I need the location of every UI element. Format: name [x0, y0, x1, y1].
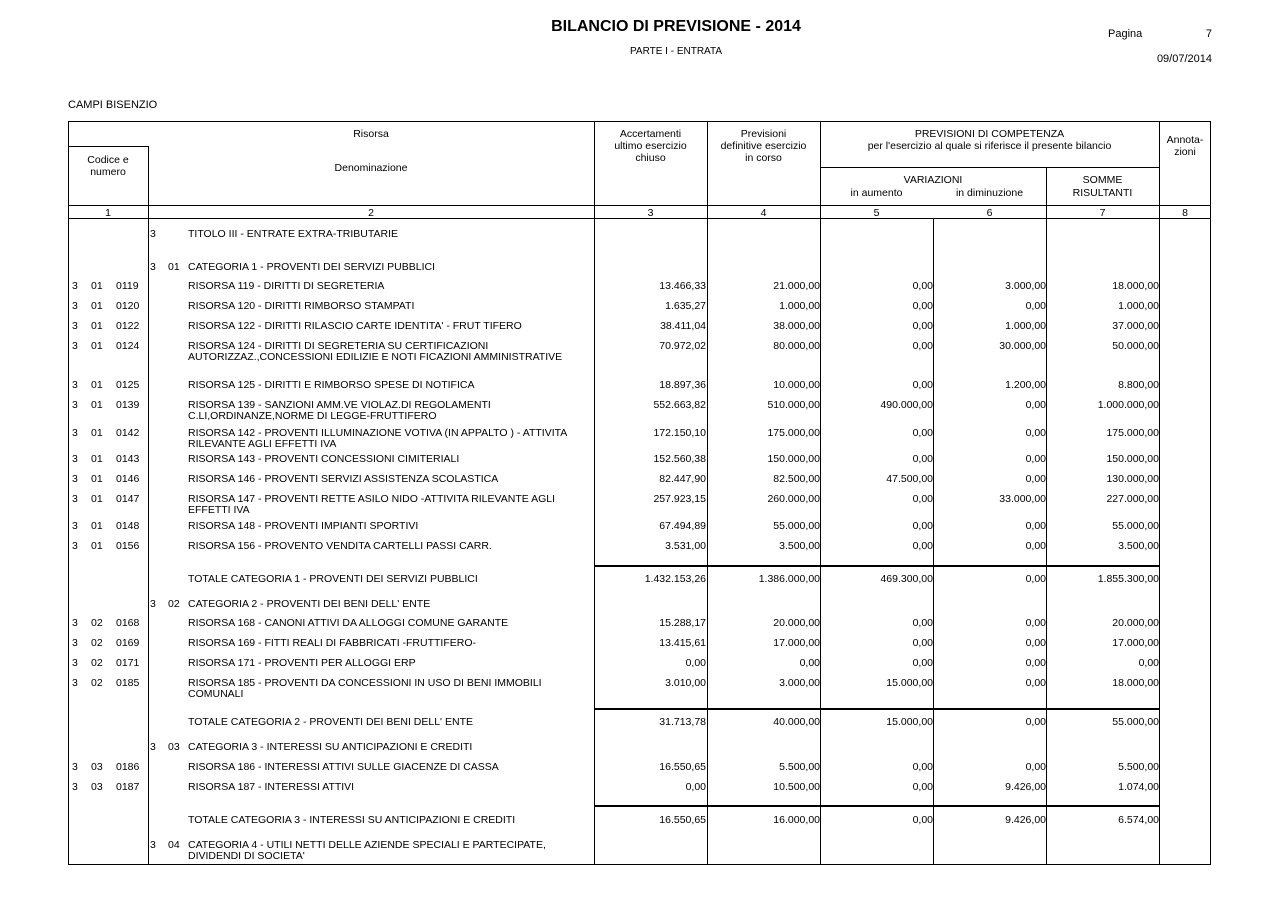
aumento-value: 0,00	[912, 379, 933, 391]
header-codice-line1: Codice e	[87, 154, 129, 166]
titolo-code: 3	[72, 379, 78, 391]
risorsa-code: 0187	[116, 781, 140, 793]
col-divider	[148, 146, 149, 865]
somme-value: 50.000,00	[1112, 340, 1159, 352]
aumento-value: 0,00	[912, 320, 933, 332]
somme-value: 1.000.000,00	[1097, 399, 1159, 411]
previsioni-value: 17.000,00	[773, 637, 820, 649]
accertamenti-value: 3.010,00	[665, 677, 706, 689]
header-codice-line2: numero	[90, 166, 126, 178]
diminuzione-value: 0,00	[1025, 716, 1046, 728]
total-rule	[594, 708, 1159, 710]
previsioni-value: 3.500,00	[779, 540, 820, 552]
diminuzione-value: 0,00	[1025, 540, 1046, 552]
diminuzione-value: 0,00	[1025, 453, 1046, 465]
header-risorsa: Risorsa	[353, 128, 389, 140]
document-date: 09/07/2014	[1156, 53, 1212, 65]
row-description: RISORSA 186 - INTERESSI ATTIVI SULLE GIACENZE DI CASSA	[188, 761, 499, 773]
accertamenti-value: 18.897,36	[659, 379, 706, 391]
aumento-value: 490.000,00	[880, 399, 933, 411]
column-number: 8	[1182, 207, 1188, 219]
column-number: 5	[873, 207, 880, 219]
diminuzione-value: 0,00	[1025, 637, 1046, 649]
titolo-code: 3	[72, 677, 78, 689]
previsioni-value: 80.000,00	[773, 340, 820, 352]
accertamenti-value: 67.494,89	[659, 520, 706, 532]
category-code: 01	[91, 427, 103, 439]
somme-value: 5.500,00	[1118, 761, 1159, 773]
previsioni-value: 150.000,00	[767, 453, 820, 465]
titolo-code: 3	[72, 300, 78, 312]
header-annotazioni-line2: zioni	[1174, 146, 1196, 158]
diminuzione-value: 0,00	[1025, 657, 1046, 669]
row-description: RISORSA 125 - DIRITTI E RIMBORSO SPESE DI NOTIFICA	[188, 379, 475, 391]
aumento-value: 0,00	[912, 340, 933, 352]
col-divider	[1159, 121, 1160, 865]
category-code: 01	[168, 261, 180, 273]
header-accertamenti-line2: ultimo esercizio	[614, 140, 687, 152]
titolo-code: 3	[72, 453, 78, 465]
row-description: CATEGORIA 2 - PROVENTI DEI BENI DELL' ENTE	[188, 598, 431, 610]
diminuzione-value: 0,00	[1025, 473, 1046, 485]
category-code: 02	[91, 657, 103, 669]
titolo-code: 3	[72, 520, 78, 532]
diminuzione-value: 0,00	[1025, 617, 1046, 629]
aumento-value: 0,00	[912, 493, 933, 505]
accertamenti-value: 172.150,10	[653, 427, 706, 439]
aumento-value: 0,00	[912, 814, 933, 826]
risorsa-code: 0142	[116, 427, 140, 439]
category-code: 03	[91, 781, 103, 793]
previsioni-value: 55.000,00	[773, 520, 820, 532]
row-divider	[68, 205, 1211, 206]
category-code: 01	[91, 473, 103, 485]
header-accertamenti-line3: chiuso	[635, 152, 666, 164]
titolo-code: 3	[72, 427, 78, 439]
somme-value: 8.800,00	[1118, 379, 1159, 391]
row-description: RISORSA 148 - PROVENTI IMPIANTI SPORTIVI	[188, 520, 419, 532]
category-code: 03	[168, 741, 180, 753]
titolo-code: 3	[72, 617, 78, 629]
col-divider	[933, 218, 934, 865]
aumento-value: 0,00	[912, 280, 933, 292]
row-description: RISORSA 156 - PROVENTO VENDITA CARTELLI PASSI CARR.	[188, 540, 492, 552]
titolo-code: 3	[72, 761, 78, 773]
risorsa-code: 0120	[116, 300, 140, 312]
total-rule	[594, 565, 1159, 567]
document-subtitle: PARTE I - ENTRATA	[629, 46, 723, 57]
titolo-code: 3	[72, 637, 78, 649]
category-code: 01	[91, 493, 103, 505]
row-description: RISORSA 169 - FITTI REALI DI FABBRICATI -FRUTTIFERO-	[188, 637, 477, 649]
header-previsioni-line2: definitive esercizio	[720, 140, 807, 152]
titolo-code: 3	[72, 473, 78, 485]
somme-value: 150.000,00	[1106, 453, 1159, 465]
row-description: TOTALE CATEGORIA 3 - INTERESSI SU ANTICIPAZIONI E CREDITI	[188, 814, 516, 826]
row-description: RISORSA 171 - PROVENTI PER ALLOGGI ERP	[188, 657, 416, 669]
previsioni-value: 82.500,00	[773, 473, 820, 485]
row-description: RISORSA 168 - CANONI ATTIVI DA ALLOGGI COMUNE GARANTE	[188, 617, 509, 629]
somme-value: 18.000,00	[1112, 677, 1159, 689]
row-description: RISORSA 143 - PROVENTI CONCESSIONI CIMITERIALI	[188, 453, 460, 465]
accertamenti-value: 13.466,33	[659, 280, 706, 292]
aumento-value: 0,00	[912, 637, 933, 649]
somme-value: 0,00	[1138, 657, 1159, 669]
category-code: 01	[91, 280, 103, 292]
col-divider	[707, 121, 708, 865]
somme-value: 17.000,00	[1112, 637, 1159, 649]
row-description: TOTALE CATEGORIA 2 - PROVENTI DEI BENI DELL' ENTE	[188, 716, 473, 728]
header-competenza-line2: per l'esercizio al quale si riferisce il presente bilancio	[867, 140, 1112, 152]
risorsa-code: 0119	[116, 280, 139, 292]
risorsa-code: 0156	[116, 540, 140, 552]
titolo-code: 3	[72, 399, 78, 411]
titolo-code: 3	[72, 657, 78, 669]
diminuzione-value: 0,00	[1025, 520, 1046, 532]
diminuzione-value: 0,00	[1025, 677, 1046, 689]
accertamenti-value: 16.550,65	[659, 814, 706, 826]
category-code: 02	[168, 598, 180, 610]
titolo-code: 3	[72, 320, 78, 332]
previsioni-value: 510.000,00	[767, 399, 820, 411]
aumento-value: 47.500,00	[886, 473, 933, 485]
aumento-value: 0,00	[912, 453, 933, 465]
accertamenti-value: 152.560,38	[653, 453, 706, 465]
diminuzione-value: 1.200,00	[1005, 379, 1046, 391]
risorsa-code: 0169	[116, 637, 140, 649]
category-code: 02	[91, 617, 103, 629]
somme-value: 55.000,00	[1112, 520, 1159, 532]
previsioni-value: 21.000,00	[773, 280, 820, 292]
accertamenti-value: 16.550,65	[659, 761, 706, 773]
titolo-code: 3	[72, 340, 78, 352]
risorsa-code: 0143	[116, 453, 140, 465]
accertamenti-value: 31.713,78	[659, 716, 706, 728]
accertamenti-value: 1.432.153,26	[644, 573, 706, 585]
category-code: 01	[91, 453, 103, 465]
category-code: 01	[91, 300, 103, 312]
titolo-code: 3	[72, 280, 78, 292]
diminuzione-value: 1.000,00	[1005, 320, 1046, 332]
aumento-value: 0,00	[912, 657, 933, 669]
risorsa-code: 0171	[116, 657, 140, 669]
diminuzione-value: 0,00	[1025, 761, 1046, 773]
diminuzione-value: 9.426,00	[1005, 781, 1046, 793]
row-description: TITOLO III - ENTRATE EXTRA-TRIBUTARIE	[188, 228, 399, 240]
accertamenti-value: 15.288,17	[659, 617, 706, 629]
column-number: 6	[986, 207, 993, 219]
row-description: RISORSA 142 - PROVENTI ILLUMINAZIONE VOTIVA (IN APPALTO ) - ATTIVITA RILEVANTE AGLI EFFETTI IVA	[188, 427, 567, 450]
diminuzione-value: 0,00	[1025, 399, 1046, 411]
category-code: 01	[91, 520, 103, 532]
diminuzione-value: 0,00	[1025, 300, 1046, 312]
row-description: RISORSA 147 - PROVENTI RETTE ASILO NIDO -ATTIVITA RILEVANTE AGLI EFFETTI IVA	[188, 493, 556, 516]
aumento-value: 469.300,00	[880, 573, 933, 585]
somme-value: 227.000,00	[1106, 493, 1159, 505]
titolo-code: 3	[72, 781, 78, 793]
previsioni-value: 1.000,00	[779, 300, 820, 312]
category-titolo-code: 3	[150, 598, 156, 610]
category-titolo-code: 3	[150, 261, 156, 273]
accertamenti-value: 70.972,02	[659, 340, 706, 352]
accertamenti-value: 3.531,00	[665, 540, 706, 552]
risorsa-code: 0146	[116, 473, 140, 485]
col-divider	[820, 121, 821, 865]
header-competenza-line1: PREVISIONI DI COMPETENZA	[914, 128, 1065, 140]
aumento-value: 0,00	[912, 540, 933, 552]
previsioni-value: 0,00	[799, 657, 820, 669]
risorsa-code: 0147	[116, 493, 140, 505]
titolo-code: 3	[72, 493, 78, 505]
row-description: RISORSA 124 - DIRITTI DI SEGRETERIA SU CERTIFICAZIONI AUTORIZZAZ.,CONCESSIONI EDILIZIE E NOTI FICAZIONI AMMINISTRATIVE	[188, 340, 563, 363]
previsioni-value: 20.000,00	[773, 617, 820, 629]
header-variazioni: VARIAZIONI	[903, 174, 963, 186]
row-description: RISORSA 120 - DIRITTI RIMBORSO STAMPATI	[188, 300, 415, 312]
somme-value: 1.855.300,00	[1097, 573, 1159, 585]
row-divider	[68, 146, 148, 147]
accertamenti-value: 1.635,27	[665, 300, 706, 312]
previsioni-value: 1.386.000,00	[758, 573, 820, 585]
total-rule	[594, 805, 1159, 807]
page-label: Pagina	[1108, 28, 1143, 40]
category-code: 01	[91, 340, 103, 352]
header-in-diminuzione: in diminuzione	[955, 187, 1024, 199]
somme-value: 175.000,00	[1106, 427, 1159, 439]
previsioni-value: 175.000,00	[767, 427, 820, 439]
risorsa-code: 0122	[116, 320, 140, 332]
somme-value: 1.000,00	[1118, 300, 1159, 312]
risorsa-code: 0168	[116, 617, 140, 629]
category-code: 01	[91, 320, 103, 332]
header-previsioni-line1: Previsioni	[740, 128, 787, 140]
diminuzione-value: 0,00	[1025, 573, 1046, 585]
aumento-value: 0,00	[912, 761, 933, 773]
row-description: RISORSA 139 - SANZIONI AMM.VE VIOLAZ.DI REGOLAMENTI C.LI,ORDINANZE,NORME DI LEGGE-FRUTTIFERO	[188, 399, 491, 422]
header-previsioni-line3: in corso	[745, 152, 782, 164]
somme-value: 18.000,00	[1112, 280, 1159, 292]
titolo-code: 3	[72, 540, 78, 552]
risorsa-code: 0185	[116, 677, 140, 689]
col-divider	[1046, 167, 1047, 865]
header-somme-line1: SOMME	[1082, 174, 1123, 186]
diminuzione-value: 9.426,00	[1005, 814, 1046, 826]
category-code: 01	[91, 379, 103, 391]
entity-name: CAMPI BISENZIO	[68, 99, 158, 111]
aumento-value: 0,00	[912, 617, 933, 629]
somme-value: 6.574,00	[1118, 814, 1159, 826]
header-somme-line2: RISULTANTI	[1072, 187, 1133, 199]
category-titolo-code: 3	[150, 741, 156, 753]
header-denominazione: Denominazione	[334, 162, 408, 174]
accertamenti-value: 0,00	[685, 781, 706, 793]
category-code: 03	[91, 761, 103, 773]
aumento-value: 0,00	[912, 300, 933, 312]
diminuzione-value: 3.000,00	[1005, 280, 1046, 292]
column-number: 2	[368, 207, 374, 219]
row-description: RISORSA 185 - PROVENTI DA CONCESSIONI IN USO DI BENI IMMOBILI COMUNALI	[188, 677, 542, 700]
row-description: CATEGORIA 1 - PROVENTI DEI SERVIZI PUBBLICI	[188, 261, 436, 273]
risorsa-code: 0125	[116, 379, 140, 391]
document-title: BILANCIO DI PREVISIONE - 2014	[551, 18, 801, 35]
accertamenti-value: 552.663,82	[653, 399, 706, 411]
previsioni-value: 38.000,00	[773, 320, 820, 332]
row-description: RISORSA 122 - DIRITTI RILASCIO CARTE IDENTITA' - FRUT TIFERO	[188, 320, 522, 332]
diminuzione-value: 33.000,00	[999, 493, 1046, 505]
aumento-value: 0,00	[912, 427, 933, 439]
header-in-aumento: in aumento	[850, 187, 903, 199]
diminuzione-value: 30.000,00	[999, 340, 1046, 352]
column-number: 1	[105, 207, 111, 219]
accertamenti-value: 82.447,90	[659, 473, 706, 485]
aumento-value: 15.000,00	[886, 677, 933, 689]
previsioni-value: 5.500,00	[779, 761, 820, 773]
row-description: CATEGORIA 3 - INTERESSI SU ANTICIPAZIONI E CREDITI	[188, 741, 473, 753]
previsioni-value: 40.000,00	[773, 716, 820, 728]
row-description: RISORSA 146 - PROVENTI SERVIZI ASSISTENZA SCOLASTICA	[188, 473, 499, 485]
category-code: 01	[91, 540, 103, 552]
column-number: 3	[647, 207, 654, 219]
somme-value: 3.500,00	[1118, 540, 1159, 552]
accertamenti-value: 13.415,61	[659, 637, 706, 649]
risorsa-code: 0148	[116, 520, 140, 532]
risorsa-code: 0186	[116, 761, 140, 773]
diminuzione-value: 0,00	[1025, 427, 1046, 439]
category-code: 02	[91, 677, 103, 689]
risorsa-code: 0139	[116, 399, 140, 411]
previsioni-value: 16.000,00	[773, 814, 820, 826]
row-description: RISORSA 187 - INTERESSI ATTIVI	[188, 781, 355, 793]
category-code: 02	[91, 637, 103, 649]
accertamenti-value: 0,00	[685, 657, 706, 669]
column-number: 4	[760, 207, 767, 219]
header-annotazioni-line1: Annota-	[1166, 134, 1204, 146]
header-accertamenti-line1: Accertamenti	[619, 128, 682, 140]
aumento-value: 0,00	[912, 781, 933, 793]
row-description: RISORSA 119 - DIRITTI DI SEGRETERIA	[188, 280, 385, 292]
previsioni-value: 3.000,00	[779, 677, 820, 689]
row-description: CATEGORIA 4 - UTILI NETTI DELLE AZIENDE SPECIALI E PARTECIPATE, DIVIDENDI DI SOCIETA'	[188, 839, 546, 862]
page-number: 7	[1205, 28, 1212, 40]
row-description: TOTALE CATEGORIA 1 - PROVENTI DEI SERVIZI PUBBLICI	[188, 573, 478, 585]
somme-value: 1.074,00	[1118, 781, 1159, 793]
somme-value: 55.000,00	[1112, 716, 1159, 728]
aumento-value: 0,00	[912, 520, 933, 532]
previsioni-value: 10.500,00	[773, 781, 820, 793]
titolo-code: 3	[150, 228, 156, 240]
accertamenti-value: 257.923,15	[653, 493, 706, 505]
risorsa-code: 0124	[116, 340, 140, 352]
previsioni-value: 260.000,00	[767, 493, 820, 505]
previsioni-value: 10.000,00	[773, 379, 820, 391]
aumento-value: 15.000,00	[886, 716, 933, 728]
category-code: 04	[168, 839, 180, 851]
category-code: 01	[91, 399, 103, 411]
accertamenti-value: 38.411,04	[660, 320, 706, 332]
somme-value: 130.000,00	[1106, 473, 1159, 485]
somme-value: 20.000,00	[1112, 617, 1159, 629]
somme-value: 37.000,00	[1112, 320, 1159, 332]
column-number: 7	[1099, 207, 1106, 219]
col-divider	[594, 121, 595, 865]
row-divider	[820, 167, 1159, 168]
category-titolo-code: 3	[150, 839, 156, 851]
